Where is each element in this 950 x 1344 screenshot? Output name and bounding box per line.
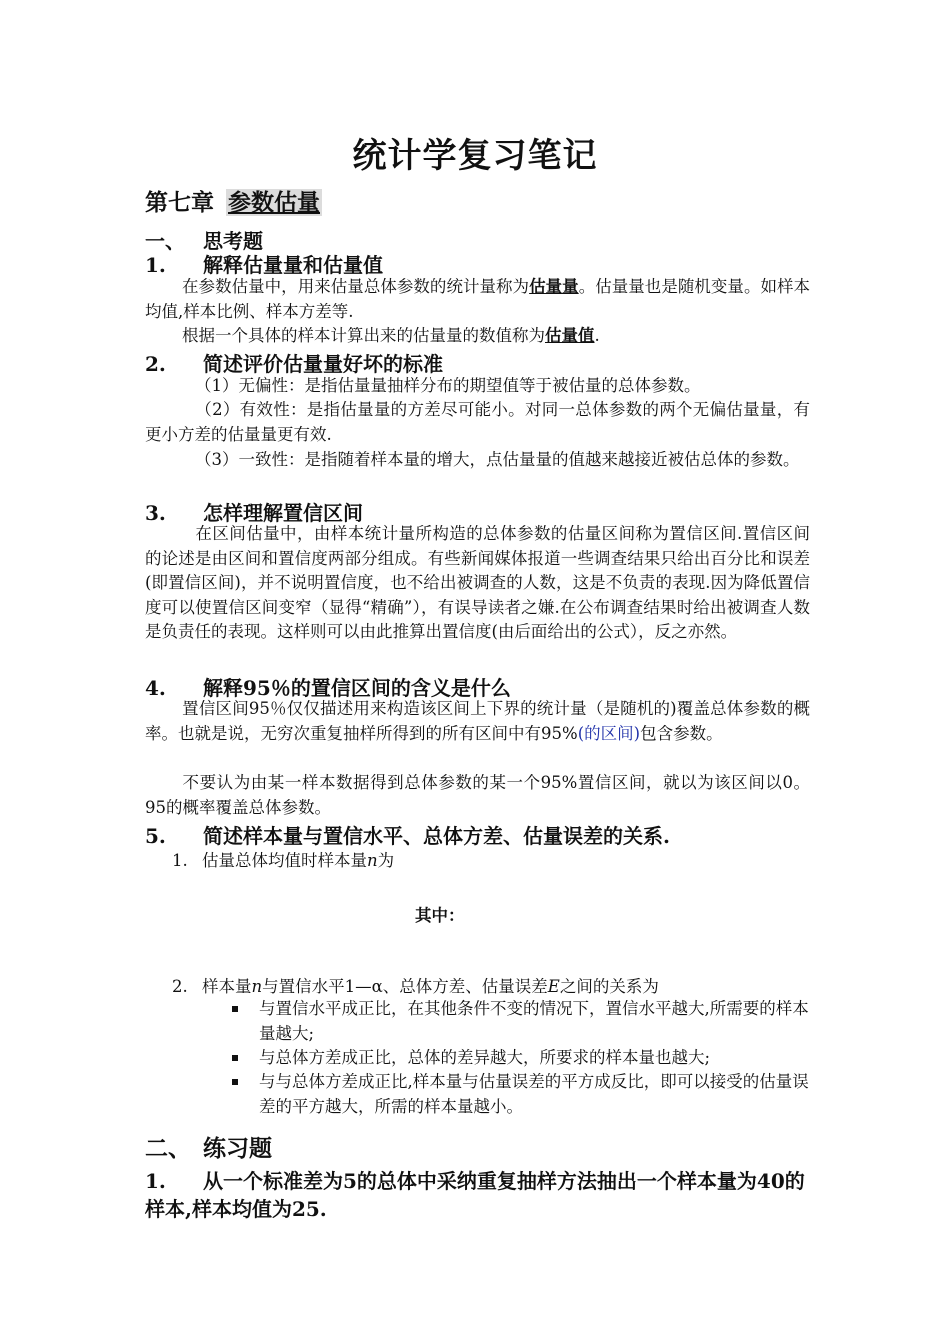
question-4-paragraph-1 — [145, 697, 810, 746]
text-run: 在参数估量中，用来估量总体参数的统计量称为 — [182, 277, 530, 296]
text-run: 包含参数。 — [640, 723, 723, 743]
question-label: 简述样本量与置信水平、总体方差、估量误差的关系. — [203, 824, 670, 848]
text-run: 样本量 — [202, 977, 252, 996]
text-run: . — [594, 326, 600, 345]
blue-note: (的区间) — [577, 723, 641, 743]
question-number: 2. — [145, 352, 166, 376]
chapter-label: 第七章 — [145, 189, 214, 216]
section-label: 练习题 — [203, 1135, 272, 1162]
chapter-name: 参数估量 — [228, 189, 320, 216]
bullet-text: 与总体方差成正比，总体的差异越大，所要求的样本量也越大; — [259, 1048, 711, 1067]
section-number: 一、 — [145, 229, 185, 253]
variable-n: n — [367, 851, 378, 870]
exercise-number: 1. — [145, 1169, 166, 1193]
bullet-icon — [232, 1006, 238, 1012]
text-run: 估量总体均值时样本量 — [202, 851, 367, 870]
list-item-2 — [172, 973, 659, 997]
question-number: 1. — [145, 253, 166, 277]
question-number: 5. — [145, 824, 166, 848]
text-run: （1）无偏性：是指估量量抽样分布的期望值等于被估量的总体参数。 — [195, 376, 701, 395]
question-label: 解释估量量和估量值 — [203, 253, 383, 277]
question-1-heading — [145, 249, 383, 278]
section-number: 二、 — [145, 1135, 191, 1162]
section-heading-exercises — [145, 1130, 272, 1163]
question-1-paragraph-1 — [145, 275, 810, 324]
list-item-1 — [172, 847, 394, 871]
text-run: 为 — [377, 851, 395, 870]
text-run: 置信区间95％仅仅描述用来构造该区间上下界的统计量（是随机的)覆盖总体参数的概率。也就是说，无穷次重复抽样所得到的所有区间中有95% — [145, 699, 810, 743]
question-2-heading — [145, 348, 443, 377]
bullet-icon — [232, 1079, 238, 1085]
text-run: （2）有效性：是指估量量的方差尽可能小。对同一总体参数的两个无偏估量量，有更小方差的估量量更有效. — [145, 400, 810, 444]
text-run: 不要认为由某一样本数据得到总体参数的某一个95%置信区间，就以为该区间以0。95的概率覆盖总体参数。 — [145, 773, 810, 817]
list-number: 1. — [172, 851, 188, 870]
criterion-consistency — [145, 448, 810, 473]
question-label: 解释95％的置信区间的含义是什么 — [203, 676, 511, 700]
bullet-item — [232, 1046, 810, 1071]
bullet-text: 与置信水平成正比，在其他条件不变的情况下，置信水平越大,所需要的样本量越大; — [259, 999, 809, 1043]
question-3-paragraph — [145, 522, 810, 645]
criterion-unbiased — [145, 374, 810, 399]
question-4-paragraph-2 — [145, 771, 810, 820]
text-run: 根据一个具体的样本计算出来的估量量的数值称为 — [182, 326, 545, 345]
section-label: 思考题 — [203, 229, 263, 253]
variable-e: E — [547, 977, 560, 996]
bullet-item — [232, 997, 810, 1046]
text-run: 在区间估量中，由样本统计量所构造的总体参数的估量区间称为置信区间.置信区间的论述是由区间和置信度两部分组成。有些新闻媒体报道一些调查结果只给出百分比和误差(即置信区间)，并不说明置信度，也不给出被调查的人数，这是不负责的表现.因为降低置信度可以使置信区间变窄（显得“精确”），有误导读者之嫌.在公布调查结果时给出被调查人数是负责任的表现。这样则可以由此推算出置信度(由后面给出的公式），反之亦然。 — [145, 524, 810, 642]
exercise-text: 从一个标准差为5的总体中采纳重复抽样方法抽出一个样本量为40的样本,样本均值为25. — [145, 1169, 805, 1221]
bullet-text: 与与总体方差成正比,样本量与估量误差的平方成反比，即可以接受的估量误差的平方越大，所需的样本量越小。 — [259, 1072, 809, 1116]
text-run: （3）一致性：是指随着样本量的增大，点估量量的值越来越接近被估总体的参数。 — [195, 450, 800, 469]
term-estimator: 估量量 — [529, 277, 579, 296]
bullet-icon — [232, 1055, 238, 1061]
variable-n: n — [251, 977, 263, 996]
term-estimate: 估量值 — [545, 326, 595, 345]
question-label: 简述评价估量量好坏的标准 — [203, 352, 443, 376]
question-number: 3. — [145, 501, 166, 525]
chapter-heading — [145, 184, 322, 217]
where-label: 其中： — [415, 906, 465, 925]
question-1-paragraph-2 — [145, 324, 810, 349]
question-number: 4. — [145, 676, 166, 700]
list-number: 2. — [172, 977, 188, 996]
criterion-efficiency — [145, 398, 810, 447]
text-run: 与置信水平1—α、总体方差、估量误差 — [262, 977, 548, 996]
question-label: 怎样理解置信区间 — [203, 501, 363, 525]
question-5-heading — [145, 820, 670, 849]
text-run: 之间的关系为 — [559, 977, 659, 996]
page-title: 统计学复习笔记 — [352, 136, 598, 176]
text-run: 。估量量也是随机变量。如样本均值,样本比例、样本方差等. — [145, 277, 811, 321]
bullet-item — [232, 1070, 810, 1119]
exercise-1 — [145, 1167, 810, 1223]
